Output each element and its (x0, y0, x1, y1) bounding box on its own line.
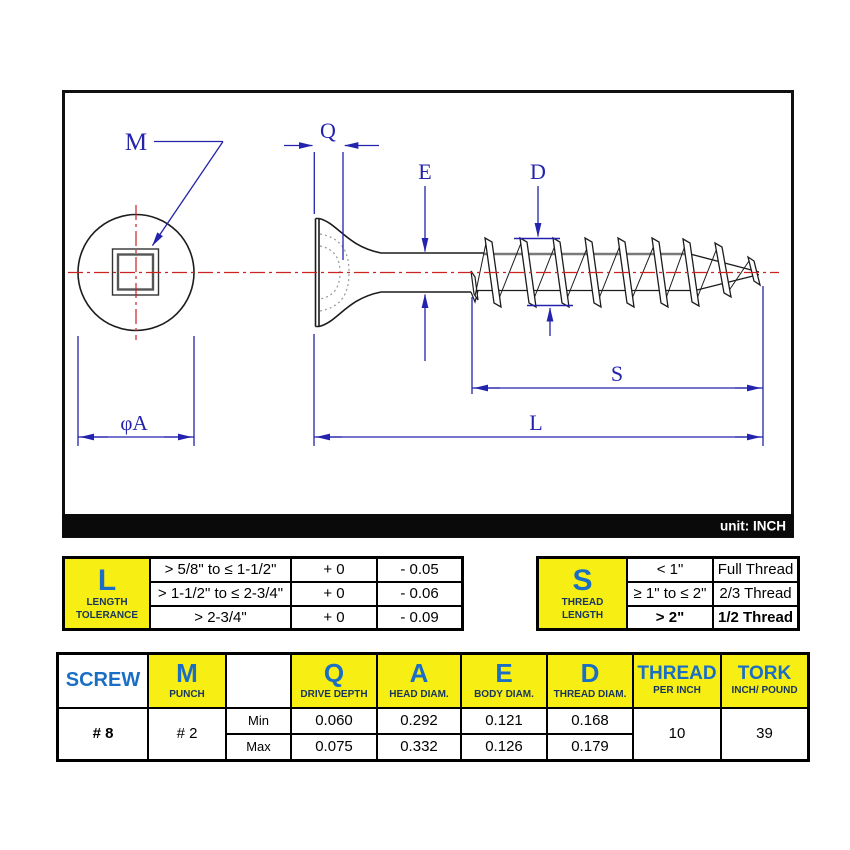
l-plus-cell: + 0 (291, 606, 377, 630)
d-sublabel: THREAD DIAM. (553, 688, 627, 700)
a-max-cell: 0.332 (377, 734, 461, 761)
dim-label-e: E (418, 159, 432, 184)
s-range-cell: < 1" (627, 558, 713, 582)
l-plus-cell: + 0 (291, 582, 377, 606)
s-table-header-cell (538, 558, 628, 630)
l-minus-cell: - 0.06 (377, 582, 463, 606)
l-symbol: L (97, 563, 117, 597)
d-header-cell (547, 654, 633, 708)
s-range-cell: ≥ 1" to ≤ 2" (627, 582, 713, 606)
screw-header-label: SCREW (65, 669, 141, 692)
m-sublabel: PUNCH (169, 688, 205, 700)
a-min-cell: 0.292 (377, 708, 461, 734)
tork-sublabel: INCH/ POUND (731, 684, 798, 696)
thread-header-cell (633, 654, 721, 708)
thread-length-table (536, 556, 800, 631)
q-header-cell (291, 654, 377, 708)
q-sublabel: DRIVE DEPTH (300, 688, 368, 700)
a-symbol: A (409, 658, 429, 689)
l-range-cell: > 1-1/2" to ≤ 2-3/4" (150, 582, 291, 606)
d-max-cell: 0.179 (547, 734, 633, 761)
s-thread-cell: 1/2 Thread (713, 606, 799, 630)
dim-label-q: Q (320, 118, 336, 143)
thread-symbol: THREAD (637, 663, 717, 685)
dim-label-phi-a: φA (120, 411, 148, 435)
e-symbol: E (495, 658, 513, 689)
l-minus-cell: - 0.09 (377, 606, 463, 630)
l-table-label: LENGTH TOLERANCE (75, 597, 139, 621)
l-range-cell: > 5/8" to ≤ 1-1/2" (150, 558, 291, 582)
l-range-cell: > 2-3/4" (150, 606, 291, 630)
dim-label-l: L (529, 410, 543, 435)
l-minus-cell: - 0.05 (377, 558, 463, 582)
a-header-cell (377, 654, 461, 708)
max-label-cell: Max (226, 734, 291, 761)
tork-header-cell (721, 654, 809, 708)
screw-size-cell: # 8 (58, 708, 149, 761)
d-symbol: D (580, 658, 600, 689)
q-min-cell: 0.060 (291, 708, 377, 734)
e-sublabel: BODY DIAM. (474, 688, 534, 700)
punch-size-cell: # 2 (148, 708, 226, 761)
s-table-label: THREAD LENGTH (561, 597, 604, 621)
length-tolerance-table (62, 556, 464, 631)
screw-spec-table (56, 652, 810, 762)
min-label-cell: Min (226, 708, 291, 734)
screw-header-cell (58, 654, 149, 708)
l-plus-cell: + 0 (291, 558, 377, 582)
s-thread-cell: Full Thread (713, 558, 799, 582)
thread-per-inch-cell: 10 (633, 708, 721, 761)
q-max-cell: 0.075 (291, 734, 377, 761)
l-table-header-cell (64, 558, 151, 630)
tork-value-cell: 39 (721, 708, 809, 761)
e-min-cell: 0.121 (461, 708, 547, 734)
thread-sublabel: PER INCH (653, 684, 701, 696)
m-symbol: M (176, 658, 198, 689)
dim-label-d: D (530, 159, 546, 184)
s-symbol: S (572, 563, 593, 597)
dim-label-m: M (124, 129, 148, 156)
a-sublabel: HEAD DIAM. (389, 688, 449, 700)
m-header-cell (148, 654, 226, 708)
s-thread-cell: 2/3 Thread (713, 582, 799, 606)
s-range-cell: > 2" (627, 606, 713, 630)
e-max-cell: 0.126 (461, 734, 547, 761)
d-min-cell: 0.168 (547, 708, 633, 734)
tork-symbol: TORK (737, 663, 792, 685)
e-header-cell (461, 654, 547, 708)
q-symbol: Q (323, 658, 345, 689)
dim-label-s: S (610, 361, 624, 386)
unit-bar (62, 514, 794, 537)
unit-label: unit: INCH (720, 518, 786, 534)
blank-header-cell (226, 654, 291, 708)
